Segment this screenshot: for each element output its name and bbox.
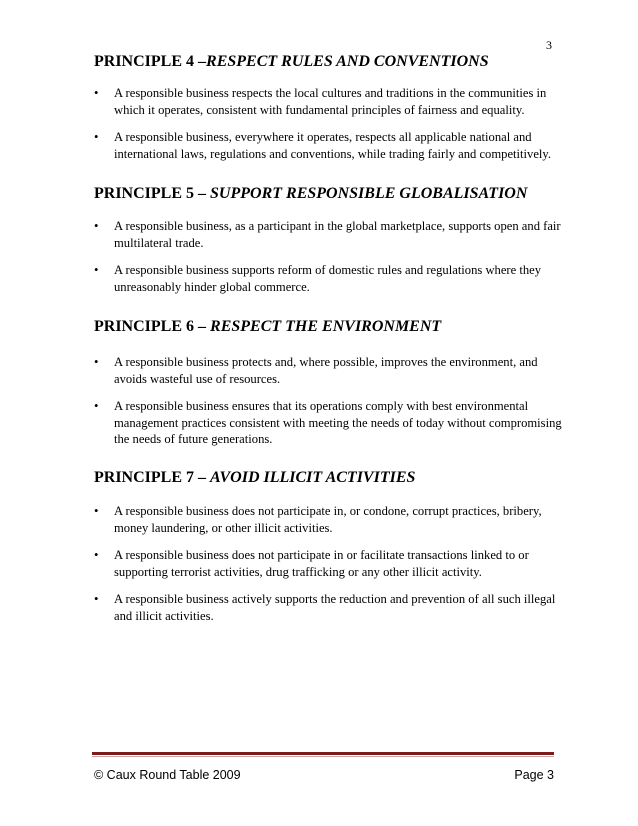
bullet-icon: • bbox=[94, 86, 99, 100]
principle-4-heading bbox=[94, 53, 489, 71]
bullet-text: A responsible business, everywhere it operates, respects all applicable national and international laws, regulations and conventions, while trading fairly and competitively. bbox=[114, 130, 552, 161]
principle-7-prefix: PRINCIPLE 7 – bbox=[94, 469, 211, 486]
footer-copyright: © Caux Round Table 2009 bbox=[94, 768, 241, 782]
list-item bbox=[94, 591, 564, 624]
principle-5-heading bbox=[94, 185, 527, 203]
list-item bbox=[94, 354, 564, 387]
bullet-text: A responsible business does not participate in, or condone, corrupt practices, bribery, money laundering, or other illicit activities. bbox=[114, 504, 542, 535]
list-item bbox=[94, 218, 564, 251]
bullet-icon: • bbox=[94, 399, 99, 413]
footer-divider-thin bbox=[92, 756, 554, 757]
bullet-text: A responsible business, as a participant in the global marketplace, supports open and fair multilateral trade. bbox=[114, 219, 561, 250]
bullet-icon: • bbox=[94, 263, 99, 277]
bullet-icon: • bbox=[94, 592, 99, 606]
bullet-text: A responsible business ensures that its operations comply with best environmental management practices consistent with meeting the needs of today without compromising the needs of future generations. bbox=[114, 399, 562, 446]
principle-7-heading bbox=[94, 469, 415, 487]
footer-page-label: Page 3 bbox=[514, 768, 554, 782]
principle-7-title: AVOID ILLICIT ACTIVITIES bbox=[210, 469, 416, 486]
bullet-icon: • bbox=[94, 130, 99, 144]
list-item bbox=[94, 503, 564, 536]
principle-7-list bbox=[94, 503, 564, 635]
principle-6-title: RESPECT THE ENVIRONMENT bbox=[210, 318, 442, 335]
principle-4-title: RESPECT RULES AND CONVENTIONS bbox=[206, 53, 489, 70]
principle-6-heading bbox=[94, 318, 441, 336]
list-item bbox=[94, 129, 564, 162]
bullet-icon: • bbox=[94, 548, 99, 562]
bullet-icon: • bbox=[94, 355, 99, 369]
list-item bbox=[94, 85, 564, 118]
principle-4-list bbox=[94, 85, 564, 173]
list-item bbox=[94, 547, 564, 580]
list-item bbox=[94, 262, 564, 295]
page-number: 3 bbox=[546, 38, 552, 52]
principle-5-title: SUPPORT RESPONSIBLE GLOBALISATION bbox=[210, 185, 528, 202]
bullet-icon: • bbox=[94, 219, 99, 233]
bullet-text: A responsible business actively supports the reduction and prevention of all such illegal and illicit activities. bbox=[114, 592, 556, 623]
bullet-icon: • bbox=[94, 504, 99, 518]
principle-6-list bbox=[94, 354, 564, 459]
principle-5-list bbox=[94, 218, 564, 306]
principle-4-prefix: PRINCIPLE 4 – bbox=[94, 53, 207, 70]
list-item bbox=[94, 398, 564, 448]
footer-divider bbox=[92, 752, 554, 755]
bullet-text: A responsible business respects the local cultures and traditions in the communities in which it operates, consistent with fundamental principles of fairness and equality. bbox=[114, 86, 547, 117]
principle-5-prefix: PRINCIPLE 5 – bbox=[94, 185, 211, 202]
bullet-text: A responsible business does not participate in or facilitate transactions linked to or supporting terrorist activities, drug trafficking or any other illicit activity. bbox=[114, 548, 529, 579]
principle-6-prefix: PRINCIPLE 6 – bbox=[94, 318, 211, 335]
bullet-text: A responsible business supports reform of domestic rules and regulations where they unreasonably hinder global commerce. bbox=[114, 263, 542, 294]
bullet-text: A responsible business protects and, where possible, improves the environment, and avoids wasteful use of resources. bbox=[114, 355, 538, 386]
